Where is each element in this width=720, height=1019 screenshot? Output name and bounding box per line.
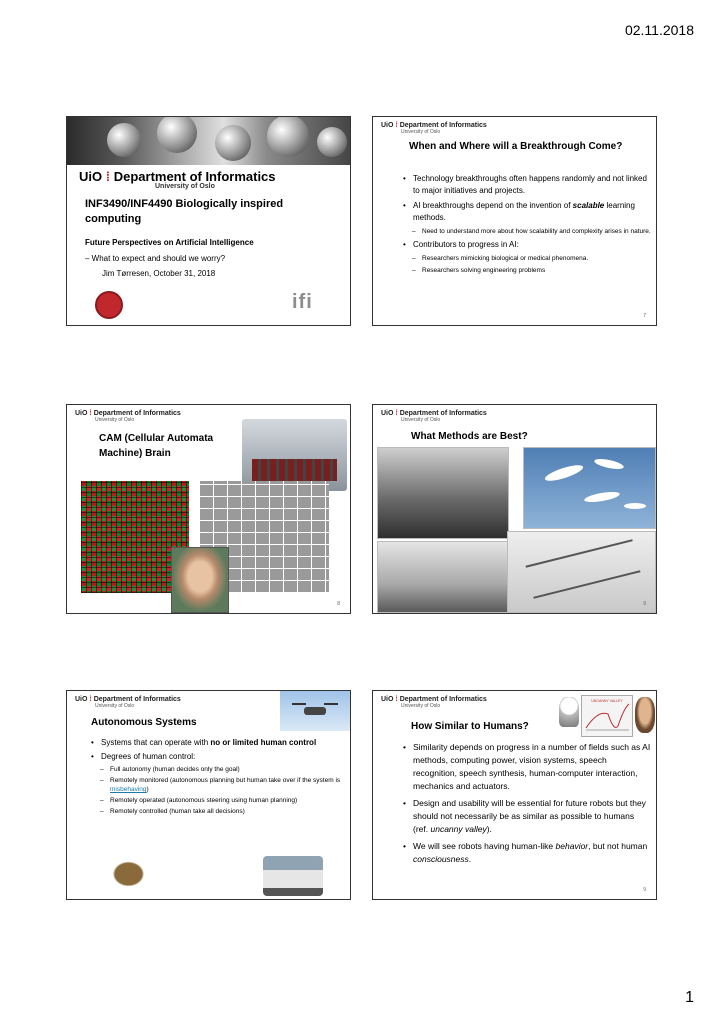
slide-heading: What Methods are Best? [411, 431, 528, 442]
course-title: INF3490/INF4490 Biologically inspired computing [85, 198, 284, 225]
misbehaving-link[interactable]: misbehaving [110, 786, 147, 793]
human-face-image [635, 697, 655, 733]
slide-autonomous [66, 690, 351, 900]
uio-header: UiO ⁞ Department of Informatics University of Oslo [75, 410, 181, 423]
ornithopter-photo [377, 541, 509, 613]
sub-bullet: – Remotely operated (autonomous steering using human planning) [91, 796, 341, 805]
bullet: • Contributors to progress in AI: [403, 239, 653, 251]
self-driving-car-image [263, 856, 323, 896]
uio-header: UiO ⁞ Department of Informatics University of Oslo [381, 122, 487, 135]
drone-image [280, 691, 350, 731]
bullet: • Degrees of human control: [91, 751, 341, 763]
bullet: • Similarity depends on progress in a number of fields such as AI methods, computing power, vision systems, speech recognition, speech synthesis, human-computer interaction, mechanics and actuators. [403, 741, 651, 793]
lecture-author: Jim Tørresen, October 31, 2018 [102, 269, 216, 278]
bullet: • Systems that can operate with no or limited human control [91, 737, 341, 749]
page-date: 02.11.2018 [624, 22, 694, 38]
bullet: • Design and usability will be essential for future robots but they should not necessarily be as similar as possible to humans (ref. uncanny valley). [403, 797, 651, 836]
uio-logo-subtitle: University of Oslo [155, 183, 215, 190]
sub-bullet: – Remotely monitored (autonomous planning but human take over if the system is misbehaving) [91, 776, 341, 794]
uio-header: UiO ⁞ Department of Informatics University of Oslo [75, 696, 181, 709]
ifi-logo: ifi [292, 291, 313, 313]
slide-number: 9 [643, 887, 646, 893]
humanoid-robot-image [559, 697, 579, 727]
lecture-title: Future Perspectives on Artificial Intelligence [85, 238, 254, 247]
bullet: • AI breakthroughs depend on the invention of scalable learning methods. [403, 200, 653, 224]
sub-bullet: – Remotely controlled (human take all decisions) [91, 807, 341, 816]
page-number: 1 [685, 989, 694, 1006]
uio-logo: UiO ⁞ Department of Informatics [79, 169, 276, 184]
wright-glider-photo [507, 531, 656, 613]
bullet: • We will see robots having human-like behavior, but not human consciousness. [403, 840, 651, 866]
sub-bullet: – Researchers solving engineering problems [403, 266, 653, 275]
slide-breakthrough [372, 116, 657, 326]
slide-methods [372, 404, 657, 614]
slide-number: 9 [643, 601, 646, 607]
early-flight-photo [377, 447, 509, 539]
uncanny-valley-label: UNCANNY VALLEY [591, 699, 623, 703]
slide-title [66, 116, 351, 326]
slide-heading: CAM (Cellular Automata Machine) Brain [99, 433, 214, 459]
researcher-photo [171, 547, 229, 613]
sub-bullet: – Need to understand more about how scalability and complexity arises in nature. [403, 227, 653, 236]
uncanny-valley-chart [581, 695, 633, 737]
university-seal-icon [95, 291, 123, 319]
sub-bullet: – Full autonomy (human decides only the goal) [91, 765, 341, 774]
slide-heading: How Similar to Humans? [411, 721, 529, 732]
slide-heading: When and Where will a Breakthrough Come? [409, 141, 623, 152]
uio-header: UiO ⁞ Department of Informatics University of Oslo [381, 696, 487, 709]
robot-hero-image [67, 117, 351, 165]
slide-human-similarity [372, 690, 657, 900]
seagulls-photo [523, 447, 656, 529]
slide-heading: Autonomous Systems [91, 717, 197, 728]
slide-number: 8 [337, 601, 340, 607]
sub-bullet: – Researchers mimicking biological or medical phenomena. [403, 254, 653, 263]
robotic-bird-image [101, 856, 156, 896]
uio-header: UiO ⁞ Department of Informatics University of Oslo [381, 410, 487, 423]
bullet: • Technology breakthroughs often happens randomly and not linked to major initiatives and projects. [403, 173, 653, 197]
slide-number: 7 [643, 313, 646, 319]
slide-cam-brain [66, 404, 351, 614]
lecture-subtitle: – What to expect and should we worry? [85, 254, 226, 263]
